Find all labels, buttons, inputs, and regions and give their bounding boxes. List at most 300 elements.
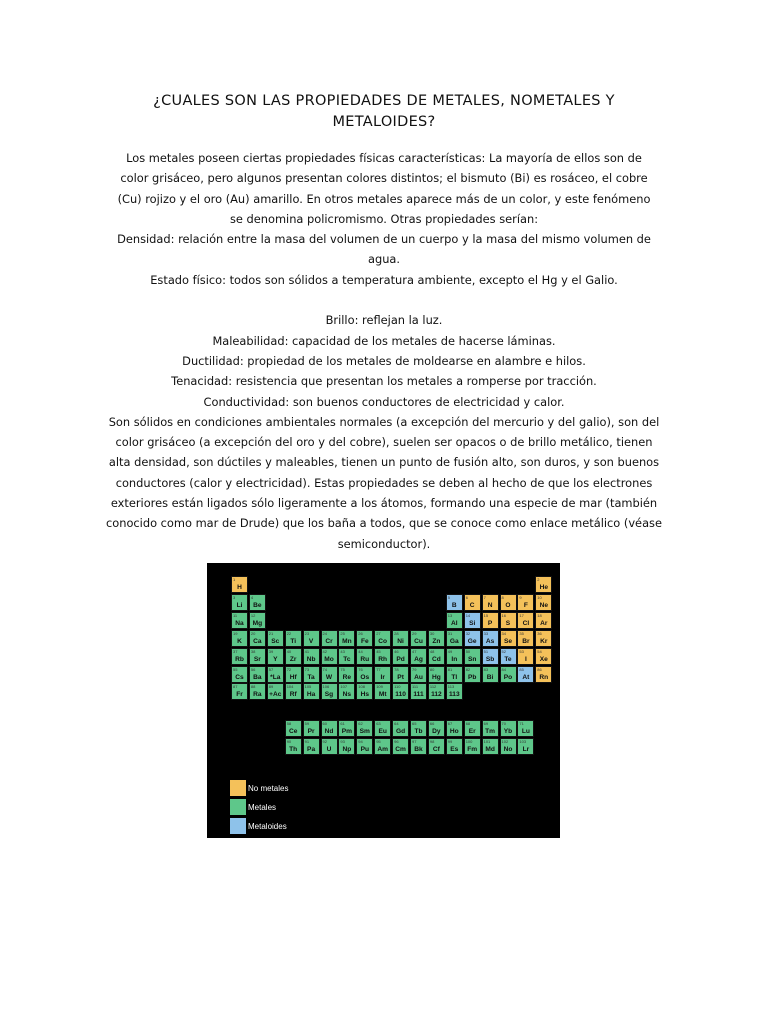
element-symbol: Ir (380, 673, 385, 681)
element-cell (267, 648, 284, 665)
atomic-number: 66 (429, 720, 435, 726)
atomic-number: 32 (465, 630, 471, 636)
atomic-number: 12 (250, 612, 256, 618)
element-cell (464, 648, 481, 665)
paragraph-line: semiconductor). (337, 536, 431, 551)
element-cell (428, 683, 445, 700)
element-symbol: Si (469, 619, 476, 627)
element-cell (428, 738, 445, 755)
paragraph-line: exteriores están ligados sólo ligeramente a los átomos, formando una especie de mar (también (110, 496, 658, 511)
element-cell (356, 738, 373, 755)
element-cell (356, 720, 373, 737)
atomic-number: 110 (394, 684, 401, 690)
element-symbol: Re (342, 673, 352, 681)
element-cell (410, 738, 427, 755)
atomic-number: 104 (286, 684, 294, 690)
atomic-number: 30 (429, 630, 435, 636)
atomic-number: 59 (304, 720, 310, 726)
atomic-number: 92 (322, 738, 327, 744)
paragraph-line: color grisáceo, pero algunos presentan colores distintos; el bismuto (Bi) es rosáceo, el cobre (120, 171, 648, 186)
element-cell (267, 666, 284, 683)
element-symbol: Nd (324, 727, 334, 735)
atomic-number: 95 (376, 738, 381, 744)
element-symbol: Hs (360, 691, 370, 699)
element-cell (535, 612, 552, 629)
atomic-number: 90 (286, 738, 292, 744)
atomic-number: 64 (394, 720, 399, 726)
atomic-number: 97 (412, 738, 417, 744)
element-symbol: P (487, 619, 493, 627)
atomic-number: 101 (483, 738, 491, 744)
element-cell (482, 720, 499, 737)
atomic-number: 55 (233, 666, 238, 672)
element-cell (356, 630, 373, 647)
atomic-number: 31 (447, 630, 453, 636)
atomic-number: 88 (250, 684, 256, 690)
element-cell (428, 720, 445, 737)
atomic-number: 89 (268, 684, 274, 690)
atomic-number: 4 (250, 594, 254, 600)
element-cell (338, 666, 355, 683)
element-cell (392, 648, 409, 665)
element-symbol: B (451, 601, 457, 609)
element-cell (535, 648, 552, 665)
element-cell (285, 738, 302, 755)
element-cell (321, 738, 338, 755)
element-symbol: *La (270, 673, 281, 681)
atomic-number: 94 (358, 738, 363, 744)
element-symbol: As (485, 637, 495, 645)
element-symbol: Rf (289, 691, 297, 699)
element-symbol: Be (253, 601, 262, 609)
element-cell (392, 720, 409, 737)
atomic-number: 68 (465, 720, 471, 726)
element-symbol: Ni (397, 637, 404, 645)
element-cell (500, 612, 517, 629)
element-cell (303, 666, 320, 683)
element-cell (356, 648, 373, 665)
element-cell (535, 576, 552, 593)
element-symbol: Zn (432, 637, 441, 645)
atomic-number: 18 (537, 612, 542, 618)
element-cell (231, 648, 248, 665)
paragraph-line: se denomina policromismo. Otras propiedades serían: (229, 211, 539, 226)
element-symbol: Cr (325, 637, 333, 645)
paragraph-line: (Cu) rojizo y el oro (Au) amarillo. En otros metales aparece más de un color, y este fenómeno (117, 191, 651, 206)
element-symbol: 112 (431, 691, 442, 699)
element-cell (231, 612, 248, 629)
element-symbol: I (524, 655, 527, 663)
element-cell (338, 720, 355, 737)
element-cell (535, 630, 552, 647)
atomic-number: 102 (501, 738, 509, 744)
paragraph-line: Brillo: reflejan la luz. (325, 313, 443, 328)
element-symbol: Sm (359, 727, 370, 735)
element-cell (428, 630, 445, 647)
element-cell (231, 683, 248, 700)
element-symbol: Hg (431, 673, 441, 681)
element-symbol: Kr (540, 637, 548, 645)
element-cell (482, 630, 499, 647)
element-symbol: Am (377, 745, 388, 753)
element-symbol: Ne (539, 601, 549, 609)
element-cell (374, 630, 391, 647)
atomic-number: 113 (447, 684, 455, 690)
element-cell (446, 612, 463, 629)
element-cell (249, 594, 266, 611)
element-cell (303, 720, 320, 737)
atomic-number: 56 (250, 666, 256, 672)
element-symbol: Cl (522, 619, 530, 627)
element-cell (249, 612, 266, 629)
element-cell (285, 720, 302, 737)
element-symbol: Np (342, 745, 352, 753)
element-cell (517, 648, 534, 665)
element-cell (446, 630, 463, 647)
element-cell (303, 683, 320, 700)
element-cell (249, 683, 266, 700)
atomic-number: 60 (322, 720, 327, 726)
element-symbol: W (325, 673, 333, 681)
atomic-number: 14 (465, 612, 471, 618)
element-cell (482, 666, 499, 683)
atomic-number: 49 (447, 648, 453, 654)
element-symbol: Pb (467, 673, 477, 681)
atomic-number: 96 (394, 738, 399, 744)
atomic-number: 108 (358, 684, 365, 690)
element-symbol: Ga (449, 637, 459, 645)
legend-swatch (230, 799, 246, 815)
element-cell (231, 576, 248, 593)
paragraph-line: Ductilidad: propiedad de los metales de moldearse en alambre e hilos. (182, 353, 586, 368)
element-symbol: V (308, 637, 314, 645)
element-cell (517, 630, 534, 647)
element-cell (410, 683, 427, 700)
element-symbol: U (326, 745, 332, 753)
element-symbol: Ru (360, 655, 370, 663)
atomic-number: 17 (519, 612, 524, 618)
element-cell (374, 666, 391, 683)
element-symbol: Rh (378, 655, 388, 663)
paragraph-line: conocido como mar de Drude) que los baña a todos, que se conoce como enlace metálico (véase (106, 516, 662, 531)
element-cell (482, 648, 499, 665)
element-symbol: Eu (378, 727, 387, 735)
element-symbol: Pa (307, 745, 316, 753)
atomic-number: 100 (465, 738, 473, 744)
element-symbol: Li (236, 601, 243, 609)
atomic-number: 1 (233, 577, 236, 582)
element-symbol: S (505, 619, 511, 627)
element-cell (338, 738, 355, 755)
atomic-number: 77 (376, 666, 381, 672)
element-cell (321, 630, 338, 647)
element-cell (392, 683, 409, 700)
element-cell (356, 683, 373, 700)
element-symbol: Fr (236, 691, 243, 699)
element-symbol: Cs (235, 673, 244, 681)
element-cell (267, 683, 284, 700)
atomic-number: 67 (447, 720, 453, 726)
element-symbol: Xe (539, 655, 548, 663)
element-cell (267, 630, 284, 647)
atomic-number: 80 (429, 666, 435, 672)
atomic-number: 75 (340, 666, 345, 672)
element-cell (535, 594, 552, 611)
element-symbol: Ge (467, 637, 477, 645)
paragraph-line: Densidad: relación entre la masa del volumen de un cuerpo y la masa del mismo volumen de (117, 232, 651, 247)
element-cell (285, 666, 302, 683)
paragraph-line: Tenacidad: resistencia que presentan los metales a romperse por tracción. (171, 374, 597, 389)
element-symbol: Zr (289, 655, 297, 663)
element-symbol: Ha (306, 691, 316, 699)
atomic-number: 111 (412, 684, 419, 690)
element-symbol: +Ac (269, 691, 282, 699)
element-symbol: Lr (522, 745, 530, 753)
element-symbol: H (237, 584, 242, 591)
element-symbol: Fm (467, 745, 478, 753)
atomic-number: 65 (412, 720, 417, 726)
element-cell (374, 683, 391, 700)
element-cell (374, 738, 391, 755)
atomic-number: 51 (483, 648, 489, 654)
atomic-number: 87 (233, 684, 238, 690)
element-cell (303, 648, 320, 665)
element-cell (517, 720, 534, 737)
atomic-number: 38 (250, 648, 256, 654)
element-symbol: Cm (395, 745, 406, 753)
atomic-number: 91 (304, 738, 310, 744)
atomic-number: 23 (304, 630, 310, 636)
element-symbol: 113 (448, 691, 460, 699)
atomic-number: 20 (250, 630, 256, 636)
atomic-number: 63 (376, 720, 381, 726)
element-symbol: Mg (252, 619, 263, 627)
element-cell (535, 666, 552, 683)
element-cell (464, 594, 481, 611)
atomic-number: 42 (322, 648, 327, 654)
element-symbol: Cu (414, 637, 423, 645)
atomic-number: 93 (340, 738, 345, 744)
element-cell (464, 612, 481, 629)
atomic-number: 71 (519, 720, 524, 726)
element-symbol: No (503, 745, 513, 753)
atomic-number: 15 (483, 612, 489, 618)
element-cell (392, 738, 409, 755)
atomic-number: 9 (519, 594, 522, 600)
atomic-number: 40 (286, 648, 292, 654)
atomic-number: 11 (233, 612, 238, 618)
atomic-number: 44 (358, 648, 363, 654)
paragraph-line: color grisáceo (a excepción del oro y del cobre), suelen ser opacos o de brillo metálico, tienen (115, 435, 653, 450)
element-cell (500, 738, 517, 755)
element-cell (285, 630, 302, 647)
element-symbol: Te (504, 655, 512, 663)
element-symbol: Rn (539, 673, 549, 681)
paragraph-line: Conductividad: son buenos conductores de electricidad y calor. (203, 394, 565, 409)
paragraph-line: agua. (367, 252, 401, 267)
title-line: ¿CUALES SON LAS PROPIEDADES DE METALES, NOMETALES Y (153, 93, 615, 109)
periodic-table-image (207, 563, 560, 838)
atomic-number: 3 (233, 594, 236, 600)
atomic-number: 7 (483, 594, 486, 600)
element-symbol: Pt (397, 673, 404, 681)
element-cell (428, 648, 445, 665)
atomic-number: 112 (429, 684, 437, 690)
paragraph-line: conductores (calor y electricidad). Estas propiedades se deben al hecho de que los electrones (115, 475, 653, 490)
element-cell (500, 720, 517, 737)
element-cell (410, 666, 427, 683)
element-symbol: Dy (432, 727, 441, 735)
element-cell (464, 720, 481, 737)
element-cell (374, 720, 391, 737)
page-title (110, 91, 658, 133)
atomic-number: 13 (447, 612, 453, 618)
atomic-number: 24 (322, 630, 327, 636)
element-symbol: K (237, 637, 242, 645)
atomic-number: 58 (286, 720, 292, 726)
element-cell (500, 594, 517, 611)
element-cell (249, 666, 266, 683)
element-cell (321, 666, 338, 683)
atomic-number: 25 (340, 630, 345, 636)
atomic-number: 72 (286, 666, 292, 672)
element-cell (500, 630, 517, 647)
element-symbol: Sc (271, 637, 280, 645)
atomic-number: 86 (537, 666, 542, 672)
element-symbol: Co (378, 637, 388, 645)
atomic-number: 82 (465, 666, 471, 672)
atomic-number: 79 (412, 666, 417, 672)
element-symbol: Ho (449, 727, 459, 735)
element-symbol: Lu (521, 727, 530, 735)
atomic-number: 81 (447, 666, 453, 672)
element-cell (249, 648, 266, 665)
element-symbol: Ag (414, 655, 423, 663)
atomic-number: 28 (394, 630, 399, 636)
element-cell (517, 738, 534, 755)
element-symbol: Bi (486, 673, 494, 681)
atomic-number: 105 (304, 684, 312, 690)
element-symbol: Md (485, 745, 495, 753)
atomic-number: 39 (268, 648, 274, 654)
element-symbol: C (469, 601, 475, 609)
element-symbol: Nb (306, 655, 316, 663)
legend-label: No metales (248, 784, 289, 793)
element-cell (356, 666, 373, 683)
element-symbol: Pr (307, 727, 315, 735)
atomic-number: 109 (376, 684, 383, 690)
element-symbol: Se (503, 637, 513, 645)
paragraph-line: alta densidad, son dúctiles y maleables, tienen un punto de fusión alto, son duros, y son buenos (108, 455, 660, 470)
element-symbol: Ba (253, 673, 262, 681)
atomic-number: 99 (447, 738, 453, 744)
atomic-number: 33 (483, 630, 489, 636)
atomic-number: 62 (358, 720, 363, 726)
element-symbol: Na (235, 619, 244, 627)
element-symbol: Tm (485, 727, 496, 735)
element-cell (303, 630, 320, 647)
element-symbol: Al (451, 619, 458, 627)
element-symbol: Sg (324, 691, 334, 699)
element-symbol: Th (289, 745, 298, 753)
atomic-number: 53 (519, 648, 524, 654)
atomic-number: 74 (322, 666, 327, 672)
atomic-number: 22 (286, 630, 292, 636)
element-cell (410, 630, 427, 647)
atomic-number: 45 (376, 648, 381, 654)
element-cell (321, 648, 338, 665)
element-symbol: Ns (342, 691, 352, 699)
atomic-number: 83 (483, 666, 489, 672)
element-cell (231, 594, 248, 611)
element-symbol: Mn (342, 637, 352, 645)
element-cell (285, 683, 302, 700)
legend-label: Metaloides (248, 822, 287, 831)
element-symbol: Au (414, 673, 423, 681)
element-cell (446, 720, 463, 737)
element-cell (231, 630, 248, 647)
atomic-number: 50 (465, 648, 471, 654)
atomic-number: 2 (537, 577, 540, 582)
element-cell (410, 720, 427, 737)
element-symbol: Yb (503, 727, 513, 735)
paragraph-line (104, 290, 664, 310)
element-cell (517, 594, 534, 611)
atomic-number: 21 (268, 630, 274, 636)
atomic-number: 26 (358, 630, 363, 636)
atomic-number: 10 (537, 594, 542, 600)
element-symbol: O (505, 601, 511, 609)
paragraph-line: Maleabilidad: capacidad de los metales de hacerse láminas. (212, 333, 556, 348)
element-symbol: Hf (289, 673, 297, 681)
paragraph-line: Estado físico: todos son sólidos a temperatura ambiente, excepto el Hg y el Galio. (150, 272, 618, 287)
element-symbol: Ta (307, 673, 315, 681)
element-cell (482, 594, 499, 611)
element-cell (428, 666, 445, 683)
element-symbol: Pu (360, 745, 370, 753)
element-symbol: Sb (485, 655, 495, 663)
element-symbol: Ti (290, 637, 297, 645)
atomic-number: 98 (429, 738, 435, 744)
element-symbol: Sr (253, 655, 261, 663)
atomic-number: 5 (447, 594, 451, 600)
element-symbol: Sn (467, 655, 477, 663)
atomic-number: 46 (394, 648, 399, 654)
element-symbol: N (487, 601, 493, 609)
element-cell (446, 666, 463, 683)
atomic-number: 29 (412, 630, 417, 636)
atomic-number: 6 (465, 594, 468, 600)
atomic-number: 103 (519, 738, 527, 744)
atomic-number: 43 (340, 648, 345, 654)
element-symbol: Ce (288, 727, 298, 735)
element-cell (446, 738, 463, 755)
element-cell (517, 666, 534, 683)
atomic-number: 8 (501, 594, 504, 600)
element-symbol: Er (468, 727, 476, 735)
element-cell (338, 683, 355, 700)
element-symbol: He (539, 584, 549, 591)
atomic-number: 57 (268, 666, 274, 672)
legend-swatch (230, 780, 246, 796)
atomic-number: 16 (501, 612, 506, 618)
element-cell (482, 738, 499, 755)
element-cell (464, 666, 481, 683)
element-symbol: Es (450, 745, 459, 753)
element-cell (446, 648, 463, 665)
element-symbol: Mt (378, 691, 387, 699)
atomic-number: 41 (304, 648, 310, 654)
